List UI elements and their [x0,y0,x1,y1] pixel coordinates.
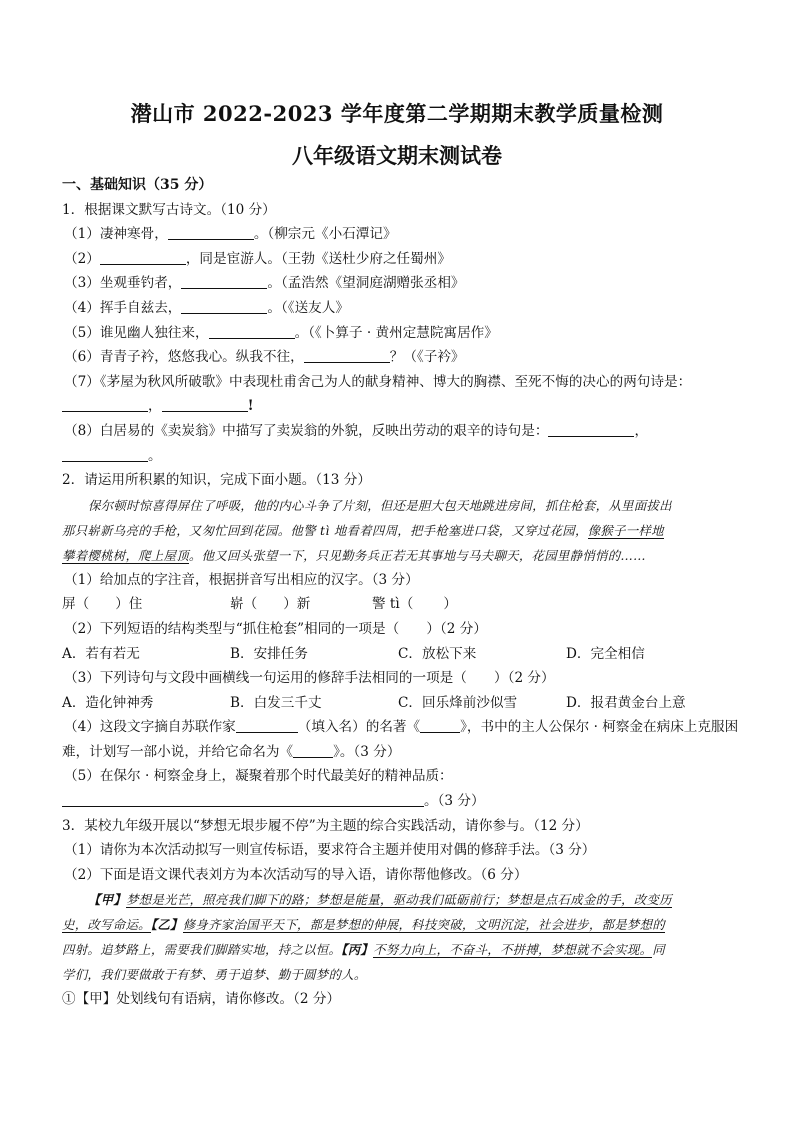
q3-passage-line-3 [62,937,732,962]
q2-sub-5-score: 。（3 分） [424,793,485,810]
q1-item-2 [62,247,732,272]
underlined-sentence: 像猴子一样地 [587,522,664,538]
exam-title: 潜山市 2022-2023 学年度第二学期期末教学质量检测 [130,101,664,126]
q2-passage-line-3 [62,543,732,568]
option-d[interactable]: D．报君黄金台上意 [566,694,686,711]
answer-blank[interactable] [181,297,267,314]
underlined-sentence: 史，改写命运。 [62,917,151,933]
option-d[interactable]: D．完全相信 [566,645,645,662]
tag-yi: 【乙】 [150,917,183,933]
pinyin-char: 屏（ [62,596,90,613]
answer-blank[interactable] [304,346,390,363]
q1-item-1-source: 。（柳宗元《小石潭记》 [253,226,397,243]
q2-sub-2: （2）下列短语的结构类型与“抓住枪套”相同的一项是（ ）（2 分） [64,620,487,637]
q1-item-8-text: （8）白居易的《卖炭翁》中描写了卖炭翁的外貌，反映出劳动的艰辛的诗句是： [64,422,549,439]
answer-blank[interactable] [236,716,298,733]
q1-item-5 [62,321,732,346]
punctuation: ， [148,398,162,415]
underlined-sentence: 梦想是光芒，照亮我们脚下的路；梦想是能量，驱动我们砥砺前行；梦想是点石成金的手，改变历 [126,892,672,908]
question-1-stem: 1．根据课文默写古诗文。（10 分） [62,201,276,218]
q2-sub-3: （3）下列诗句与文段中画横线一句运用的修辞手法相同的一项是（ ）（2 分） [64,670,555,687]
q2-sub-4-line-1 [62,715,739,740]
q2-sub-1: （1）给加点的字注音，根据拼音写出相应的汉字。（3 分） [64,571,419,588]
q2-passage [62,493,732,568]
question-3-stem: 3．某校九年级开展以“梦想无垠步履不停”为主题的综合实践活动，请你参与。（12 分） [62,817,589,834]
q2-sub-4-text: 》。（3 分） [333,743,401,760]
q2-sub-4-text: （4）这段文字摘自苏联作家 [64,719,236,736]
q2-sub-5-answer [62,789,732,814]
tag-bing: 【丙】 [341,942,374,958]
q1-item-2-text: （2） [64,250,100,267]
option-c[interactable]: C．回乐烽前沙似雪 [398,694,518,711]
q2-sub-4-line-2 [62,740,732,765]
q1-item-7-prompt: （7）《茅屋为秋风所破歌》中表现杜甫舍己为人的献身精神、博大的胸襟、至死不悔的决心的两句诗是： [64,373,692,390]
q3-passage-line-1 [62,887,732,912]
q1-item-6-text: （6）青青子衿，悠悠我心。纵我不往， [64,349,304,366]
exam-content [62,173,739,1012]
q1-item-5-source: 。（《卜算子 · 黄州定慧院寓居作》 [294,324,498,341]
q1-item-6 [62,345,732,370]
q2-sub-4-text: 难，计划写一部小说，并给它命名为《 [62,743,294,760]
option-c[interactable]: C．放松下来 [398,645,477,662]
q3-passage-line-4: 学们，我们要做敢于有梦、勇于追梦、勤于圆梦的人。 [62,967,367,983]
option-b[interactable]: B．白发三千丈 [230,694,322,711]
q1-item-3 [62,271,732,296]
q1-item-4-text: （4）挥手自兹去， [64,299,182,316]
option-a[interactable]: A．造化钟神秀 [62,694,154,711]
q1-item-8-prompt [62,419,732,444]
q1-item-7-answer [62,394,732,419]
pinyin-close: ）新 [283,596,311,613]
punctuation: 。 [148,447,162,464]
passage-text: 四射。追梦路上，需要我们脚踏实地，持之以恒。 [62,942,342,958]
passage-text: 同 [652,942,665,958]
underlined-sentence: 攀着樱桃树，爬上屋顶 [62,547,189,563]
answer-blank[interactable] [168,223,254,240]
q3-sub-2: （2）下面是语文课代表刘方为本次活动写的导入语，请你帮他修改。（6 分） [64,866,528,883]
underlined-sentence: 修身齐家治国平天下，都是梦想的伸展，科技突破，文明沉淀，社会进步，都是梦想的 [182,917,665,933]
exam-subtitle: 八年级语文期末测试卷 [292,143,502,168]
answer-blank[interactable] [293,741,333,758]
answer-blank[interactable] [62,445,148,462]
q2-sub-3-options [62,691,732,716]
option-a[interactable]: A．若有若无 [62,645,140,662]
q3-passage-line-2 [62,912,732,937]
q1-item-4-source: 。（《送友人》 [267,299,349,316]
answer-blank[interactable] [181,272,267,289]
answer-blank[interactable] [420,716,460,733]
pinyin-char: 崭（ [230,596,258,613]
answer-blank[interactable] [209,322,295,339]
q2-sub-2-options [62,642,732,667]
q2-passage-line-1: 保尔顿时惊喜得屏住了呼吸，他的内心斗争了片刻，但还是胆大包天地跳进房间，抓住枪套，从里面拔出 [88,497,672,513]
q3-sub-1: （1）请你为本次活动拟写一则宣传标语，要求符合主题并使用对偶的修辞手法。（3 分） [64,842,596,859]
q1-item-1 [62,222,732,247]
answer-blank[interactable] [162,395,248,412]
pinyin-item-3 [372,592,457,617]
pinyin-close: ）住 [115,596,143,613]
passage-text: 那只崭新乌亮的手枪，又匆忙回到花园。他警 tì 地看着四周，把手枪塞进口袋，又穿过花园， [62,522,588,538]
q3-circle-1: ①【甲】处划线句有语病，请你修改。（2 分） [62,991,341,1008]
underlined-sentence: 不努力向上，不奋斗，不拼搏，梦想就不会实现。 [373,942,653,958]
punctuation: ， [634,422,649,439]
pinyin-item-2 [230,592,372,617]
section-heading: 一、基础知识（35 分） [62,177,213,193]
pinyin-item-1 [62,592,230,617]
pinyin-close: ） [443,596,457,613]
q1-item-4 [62,296,732,321]
punctuation: ! [247,398,254,415]
answer-blank[interactable] [548,420,634,437]
q2-sub-4-text: （填入名）的名著《 [297,719,421,736]
q1-item-8-answer [62,444,732,469]
q1-item-5-text: （5）谁见幽人独往来， [64,324,209,341]
answer-blank[interactable] [100,248,186,265]
pinyin-char: 警 tì（ [372,596,414,613]
q1-item-2-source: ，同是宦游人。（王勃《送杜少府之任蜀州》 [185,250,451,267]
q1-item-6-source: ？（《子衿》 [389,349,465,366]
q2-sub-4-text: 》，书中的主人公保尔 · 柯察金在病床上克服困 [460,719,739,736]
question-2-stem: 2．请运用所积累的知识，完成下面小题。（13 分） [62,472,371,489]
q1-item-3-source: 。（孟浩然《望洞庭湖赠张丞相》 [267,275,465,292]
q2-sub-5: （5）在保尔 · 柯察金身上，凝聚着那个时代最美好的精神品质： [64,768,453,785]
q1-item-1-text: （1）凄神寒骨， [64,226,168,243]
tag-jia: 【甲】 [88,892,127,908]
q1-item-3-text: （3）坐观垂钓者， [64,275,182,292]
passage-text: 。他又回头张望一下，只见勤务兵正若无其事地与马夫聊天，花园里静悄悄的…… [188,547,646,563]
q3-passage [62,887,732,987]
answer-blank[interactable] [62,395,148,412]
q2-pinyin-row [62,592,732,617]
q2-passage-line-2 [62,518,732,543]
option-b[interactable]: B．安排任务 [230,645,308,662]
answer-blank[interactable] [62,790,424,807]
